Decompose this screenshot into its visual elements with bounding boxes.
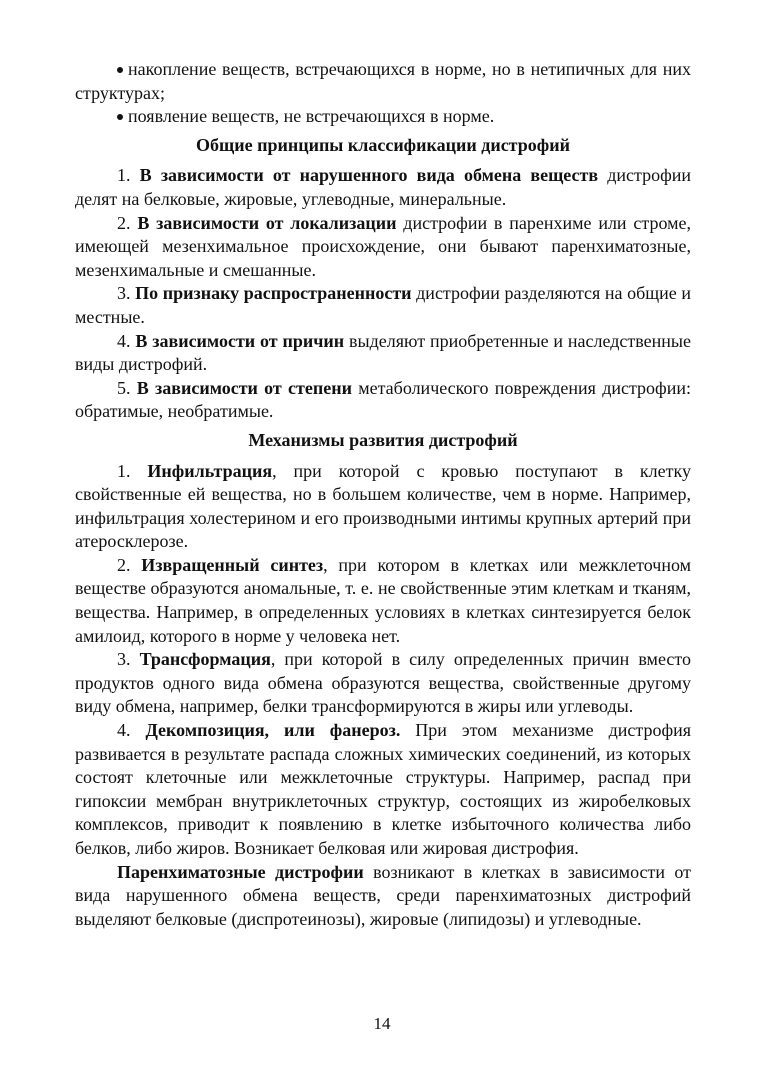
item-text: , при котором в клетках или межклеточном веществе образуются аномальные, т. е. не свойственные этим клеткам и тканям, вещества. Например, в определенных условиях в клетках синтезируется белок амилоид, которого в норме у человека нет. <box>75 554 691 646</box>
item-text: , при которой с кровью поступают в клетку свойственные ей вещества, но в большем количестве, чем в норме. Например, инфильтрация холестерином и его производными интимы крупных артерий при атеросклерозе. <box>75 460 692 552</box>
item-lead: Инфильтрация <box>147 460 273 481</box>
item-lead: По признаку распространенности <box>135 283 412 304</box>
document-page <box>75 58 691 931</box>
item-lead: В зависимости от локализации <box>137 212 397 233</box>
item-lead: Декомпозиция, или фанероз. <box>145 720 401 741</box>
item-text: дистрофии делят на белковые, жировые, углеводные, минеральные. <box>75 165 691 209</box>
item-lead: В зависимости от причин <box>135 330 345 351</box>
item-number: 5. <box>117 377 137 398</box>
item-number: 1. <box>117 165 140 186</box>
item-number: 3. <box>117 649 140 670</box>
item-lead: Трансформация <box>139 649 271 670</box>
bullet-text: накопление веществ, встречающихся в норме, но в нетипичных для них структурах; <box>75 59 691 103</box>
classification-item <box>75 377 691 424</box>
item-number: 2. <box>117 554 142 575</box>
bullet-icon <box>117 114 123 120</box>
bullet-icon <box>117 67 123 73</box>
item-text: дистрофии разделяются на общие и местные. <box>75 283 691 327</box>
item-number: 2. <box>117 212 138 233</box>
mechanism-item <box>75 460 691 554</box>
bullet-item <box>75 58 691 105</box>
mechanism-item <box>75 554 691 648</box>
classification-item <box>75 282 691 329</box>
section-heading-classification: Общие принципы классификации дистрофий <box>196 134 570 155</box>
item-text: При этом механизме дистрофия развивается в результате распада сложных химических соединений, из которых состоят клеточные или межклеточные структуры. Например, распад при гипоксии мембран внутриклеточных структур, состоящих из жиробелковых комплексов, приводит к появлению в клетке избыточного количества либо белков, либо жиров. Возникает белковая или жировая дистрофия. <box>75 720 692 858</box>
mechanism-item <box>75 648 691 719</box>
page-number: 14 <box>373 1014 391 1033</box>
item-number: 4. <box>117 720 146 741</box>
parenchymal-paragraph <box>75 861 691 932</box>
item-number: 4. <box>117 330 136 351</box>
item-number: 3. <box>117 283 136 304</box>
bullet-item <box>75 105 691 129</box>
item-text: , при которой в силу определенных причин вместо продуктов одного вида обмена образуются вещества, свойственные другому виду обмена, например, белки трансформируются в жиры или углеводы. <box>75 649 692 717</box>
item-number: 1. <box>117 460 148 481</box>
item-lead: В зависимости от степени <box>136 377 352 398</box>
section-heading-mechanisms: Механизмы развития дистрофий <box>248 429 518 450</box>
item-lead: Извращенный синтез <box>141 554 324 575</box>
mechanism-item <box>75 719 691 861</box>
classification-item <box>75 212 691 283</box>
item-text: метаболического повреждения дистрофии: обратимые, необратимые. <box>75 377 691 422</box>
paragraph-text: возникают в клетках в зависимости от вида нарушенного обмена веществ, среди паренхиматозных дистрофий выделяют белковые (диспротеинозы), жировые (липидозы) и углеводные. <box>75 861 691 929</box>
bullet-text: появление веществ, не встречающихся в норме. <box>128 106 495 127</box>
item-lead: В зависимости от нарушенного вида обмена веществ <box>139 165 599 186</box>
item-text: выделяют приобретенные и наследственные виды дистрофий. <box>75 330 692 375</box>
paragraph-lead: Паренхиматозные дистрофии <box>117 861 364 882</box>
classification-item <box>75 164 691 211</box>
classification-item <box>75 330 691 377</box>
item-text: дистрофии в паренхиме или строме, имеющей мезенхимальное происхождение, они бывают паренхиматозные, мезенхимальные и смешанные. <box>75 212 691 280</box>
